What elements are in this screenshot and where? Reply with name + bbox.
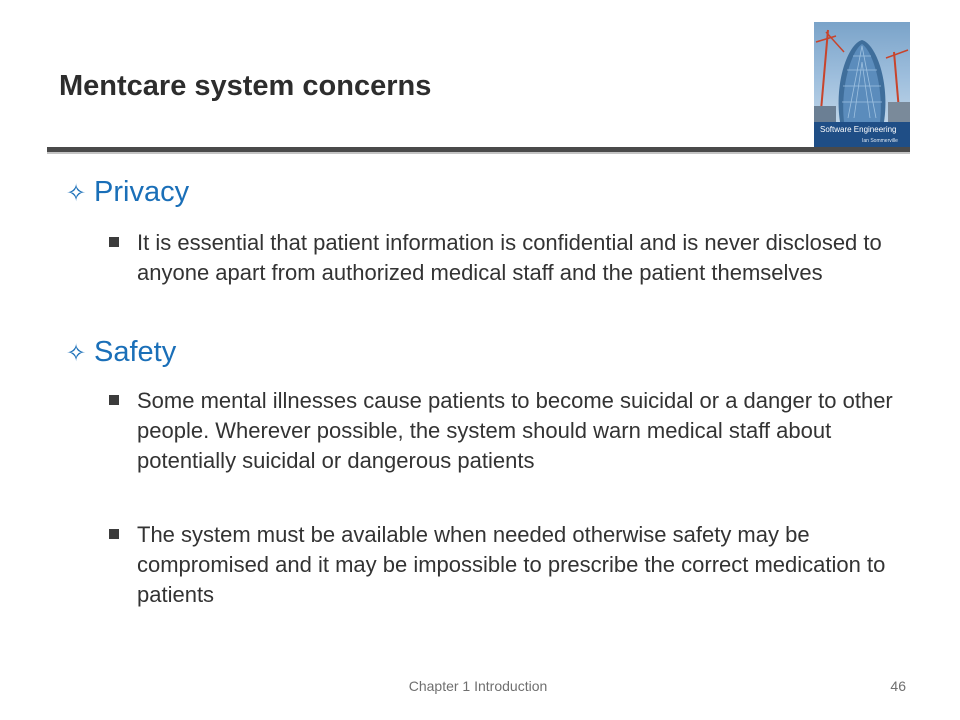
four-point-star-icon: ✧ bbox=[66, 339, 87, 367]
book-cover-image bbox=[814, 22, 910, 148]
title-divider-shadow bbox=[47, 152, 910, 154]
four-point-star-icon: ✧ bbox=[66, 179, 87, 207]
bullet-item bbox=[109, 228, 899, 288]
square-bullet-icon bbox=[109, 395, 119, 405]
section-heading-privacy bbox=[66, 176, 189, 209]
footer-chapter: Chapter 1 Introduction bbox=[408, 678, 548, 694]
bullet-text: Some mental illnesses cause patients to become suicidal or a danger to other people. Wherever possible, the system should warn medical staff about potentially suicidal or dangerous patients bbox=[137, 388, 893, 473]
section-heading-safety bbox=[66, 336, 176, 369]
cover-title: Software Engineering bbox=[820, 125, 897, 134]
bullet-item bbox=[109, 520, 899, 610]
bullet-item bbox=[109, 386, 899, 476]
cover-author: Ian Sommerville bbox=[862, 138, 898, 144]
page-number: 46 bbox=[890, 678, 906, 694]
square-bullet-icon bbox=[109, 529, 119, 539]
slide-title: Mentcare system concerns bbox=[59, 70, 432, 102]
bullet-text: The system must be available when needed otherwise safety may be compromised and it may be impossible to prescribe the correct medication to patients bbox=[137, 522, 886, 607]
section-heading-label: Privacy bbox=[94, 176, 190, 208]
square-bullet-icon bbox=[109, 237, 119, 247]
bullet-text: It is essential that patient information is confidential and is never disclosed to anyone apart from authorized medical staff and the patient themselves bbox=[137, 230, 882, 285]
section-heading-label: Safety bbox=[94, 336, 177, 368]
